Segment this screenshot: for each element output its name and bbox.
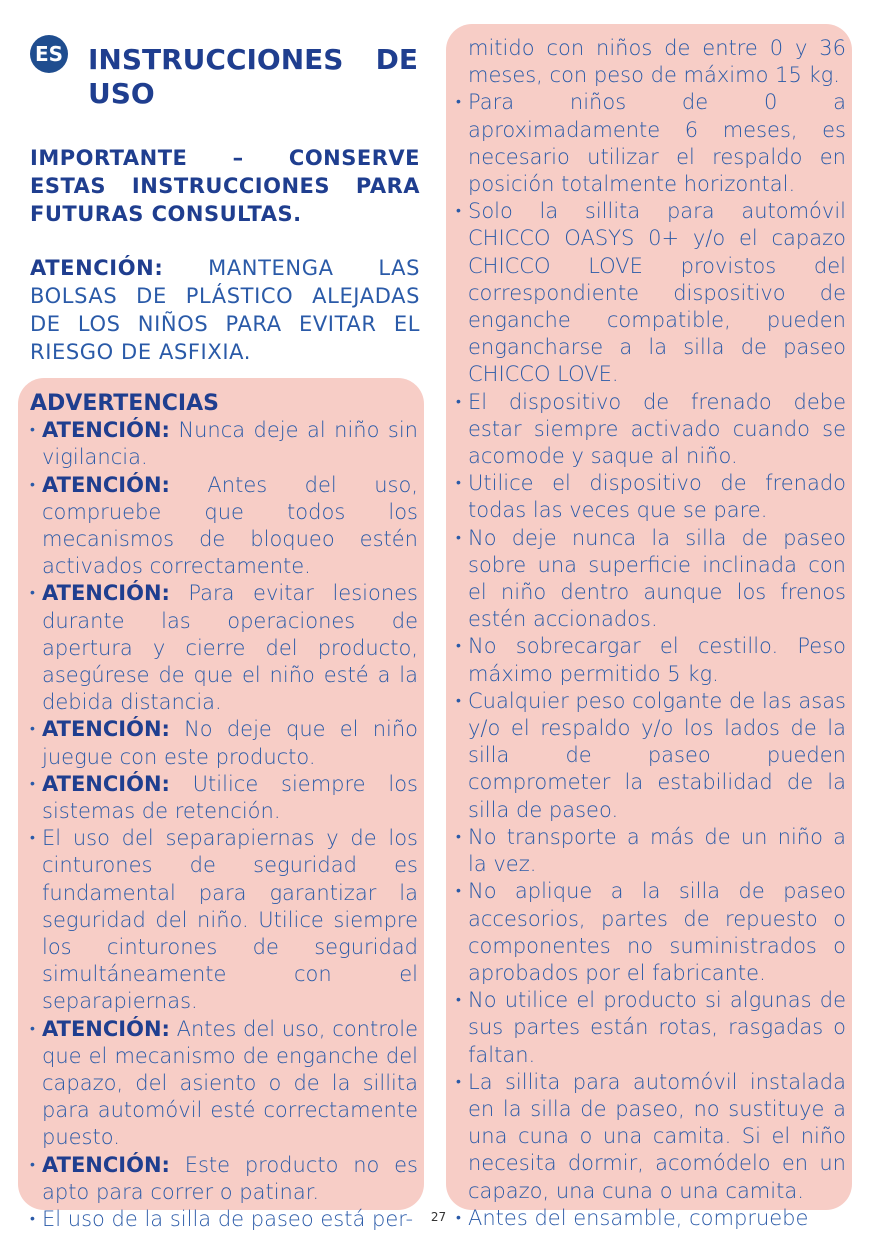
- warning-item: • Cualquier peso colgante de las asas y/o el respaldo y/o los lados de la silla de paseo pueden comprometer la estabilidad de la silla de paseo.: [456, 688, 846, 824]
- warning-item: • No aplique a la silla de paseo accesorios, partes de repuesto o componentes no suministrados o aprobados por el fabricante.: [456, 878, 846, 987]
- warning-item: [30, 716, 418, 770]
- warning-item: • No utilice el producto si algunas de sus partes están rotas, rasgadas o faltan.: [456, 987, 846, 1069]
- warning-item: [30, 417, 418, 471]
- warnings-column-right: [456, 35, 846, 1232]
- title-line-2: USO: [88, 77, 155, 110]
- warning-label: ATENCIÓN:: [42, 717, 170, 742]
- warning-text: Utilice siempre los sistemas de retención.: [42, 771, 418, 824]
- warning-item: • No deje nunca la silla de paseo sobre una superficie inclinada con el niño dentro aunque los frenos estén accionados.: [456, 525, 846, 634]
- warning-text: Nunca deje al niño sin vigilancia.: [42, 418, 418, 470]
- language-badge: ES: [30, 35, 68, 73]
- warning-text: Este producto no es apto para correr o patinar.: [42, 1152, 418, 1204]
- warning-item: • Utilice el dispositivo de frenado todas las veces que se pare.: [456, 470, 846, 524]
- warning-label: ATENCIÓN:: [42, 1016, 170, 1041]
- page-title: [88, 43, 418, 111]
- warning-label: ATENCIÓN:: [42, 771, 170, 796]
- warning-item: • Antes del ensamble, compruebe: [456, 1205, 846, 1232]
- title-word-1: INSTRUCCIONES: [88, 43, 344, 76]
- title-word-2: DE: [375, 43, 418, 76]
- warnings-heading: ADVERTENCIAS: [30, 391, 219, 416]
- attention-intro: [30, 254, 420, 366]
- warning-item: • El dispositivo de frenado debe estar siempre activado cuando se acomode y saque al niño.: [456, 389, 846, 471]
- warnings-column-left: [30, 390, 418, 1233]
- warning-label: ATENCIÓN:: [42, 581, 170, 606]
- warning-item: • No transporte a más de un niño a la vez.: [456, 824, 846, 878]
- warning-item: [30, 1016, 418, 1152]
- warning-label: ATENCIÓN:: [42, 1152, 170, 1177]
- warning-continuation: mitido con niños de entre 0 y 36 meses, con peso de máximo 15 kg.: [468, 36, 846, 88]
- warning-item: [30, 771, 418, 825]
- warning-item: • La sillita para automóvil instalada en la silla de paseo, no sustituye a una cuna o una camita. Si el niño necesita dormir, acomódelo en un capazo, una cuna o una camita.: [456, 1069, 846, 1205]
- warning-text: Para evitar lesiones durante las operaciones de apertura y cierre del producto, asegúrese de que el niño esté a la debida distancia.: [42, 581, 418, 715]
- warning-item: [30, 825, 418, 1015]
- warning-text: El uso del separapiernas y de los cinturones de seguridad es fundamental para garantizar la seguridad del niño. Utilice siempre los cinturones de seguridad simultáneamente con el separapiernas.: [42, 826, 418, 1014]
- page-number: 27: [430, 1210, 447, 1224]
- attention-label: ATENCIÓN:: [30, 256, 164, 280]
- warning-text: No deje que el niño juegue con este producto.: [42, 717, 418, 769]
- warning-text: Antes del uso, compruebe que todos los mecanismos de bloqueo estén activados correctamente.: [42, 472, 418, 579]
- important-notice: IMPORTANTE – CONSERVE ESTAS INSTRUCCIONES PARA FUTURAS CONSULTAS.: [30, 146, 420, 226]
- attention-text: MANTENGA LAS BOLSAS DE PLÁSTICO ALEJADAS DE LOS NIÑOS PARA EVITAR EL RIESGO DE ASFIXIA.: [30, 256, 420, 364]
- warning-item: [30, 1152, 418, 1206]
- warning-item: • No sobrecargar el cestillo. Peso máximo permitido 5 kg.: [456, 633, 846, 687]
- warning-text: El uso de la silla de paseo está per-: [42, 1207, 414, 1232]
- warning-label: ATENCIÓN:: [42, 418, 170, 443]
- warning-label: ATENCIÓN:: [42, 472, 170, 497]
- warning-item: • Solo la sillita para automóvil CHICCO OASYS 0+ y/o el capazo CHICCO LOVE provistos del correspondiente dispositivo de enganche compatible, pueden engancharse a la silla de paseo CHICCO LOVE.: [456, 198, 846, 388]
- warning-item: [30, 580, 418, 716]
- warning-text: Antes del uso, controle que el mecanismo de enganche del capazo, del asiento o de la sillita para automóvil esté correctamente puesto.: [42, 1016, 418, 1150]
- warning-item: • Para niños de 0 a aproximadamente 6 meses, es necesario utilizar el respaldo en posición totalmente horizontal.: [456, 89, 846, 198]
- warning-item: [30, 472, 418, 581]
